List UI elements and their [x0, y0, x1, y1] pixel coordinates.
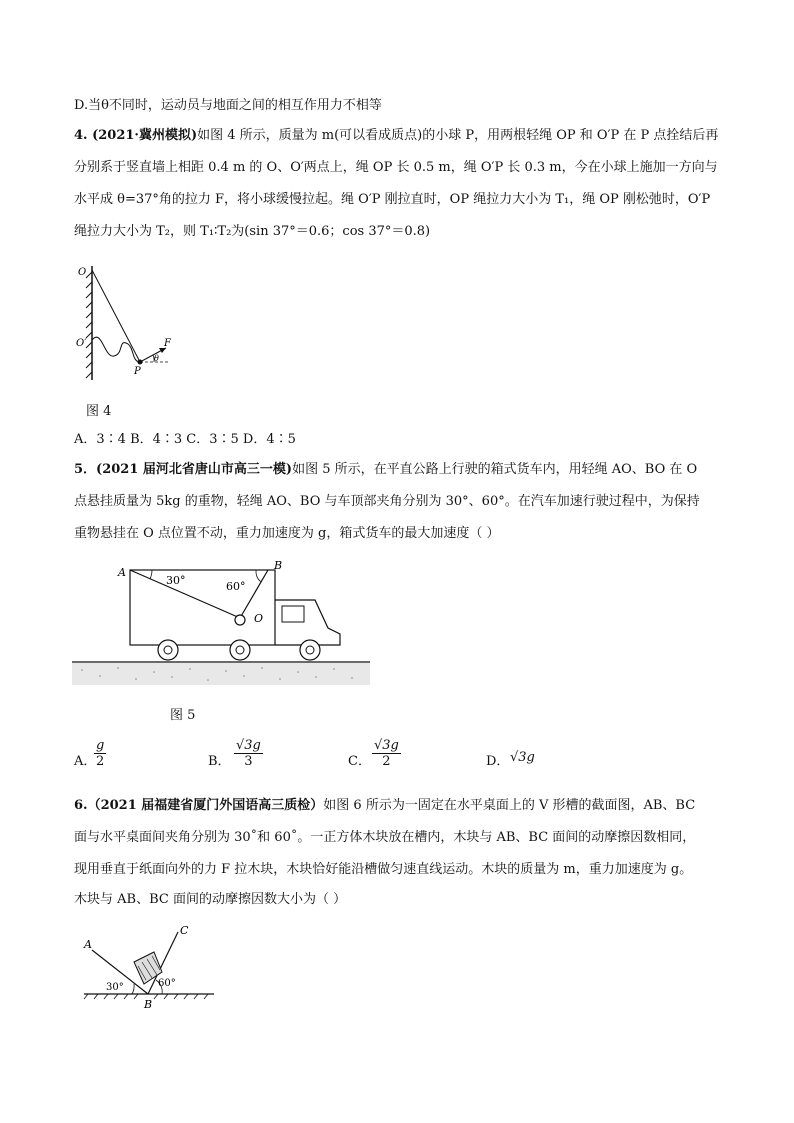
rope-op [92, 270, 140, 362]
q5-line-3: 重物悬挂在 O 点位置不动，重力加速度为 g，箱式货车的最大加速度（ ） [74, 526, 500, 541]
angle-arc-30 [132, 984, 134, 994]
q4-options: A．3∶4 B．4∶3 C．3∶5 D．4∶5 [74, 432, 296, 447]
q5-option-a-num: g [96, 738, 105, 753]
wheel-3 [300, 640, 320, 660]
cargo-box [130, 570, 275, 645]
figure-5-caption: 图 5 [170, 708, 196, 723]
label-b: B [144, 998, 153, 1011]
q4-line-4: 绳拉力大小为 T₂，则 T₁∶T₂为(sin 37°＝0.6；cos 37°＝0.8) [74, 224, 431, 239]
q5-text-1: 如图 5 所示，在平直公路上行驶的箱式货车内，用轻绳 AO、BO 在 O [292, 462, 698, 477]
q6-line-2: 面与水平桌面间夹角分别为 30˚和 60˚。一正方体木块放在槽内，木块与 AB、BC 面间的动摩擦因数相同， [74, 830, 696, 845]
q5-option-c-den: 2 [382, 754, 391, 769]
q5-option-c-letter: C． [348, 754, 371, 769]
label-o: O [254, 612, 264, 625]
angle-a-label: 30° [166, 574, 186, 587]
rope-bo [240, 570, 268, 618]
label-p: P [134, 366, 141, 377]
q4-line-2: 分别系于竖直墙上相距 0.4 m 的 O、O′两点上，绳 OP 长 0.5 m，绳 O′P 长 0.3 m，今在小球上施加一方向与 [74, 160, 718, 175]
wheel-1 [158, 640, 178, 660]
angle-right-label: 60° [158, 978, 176, 989]
label-a: A [84, 938, 92, 951]
wheel-2 [230, 640, 250, 660]
figure-6 [74, 922, 224, 1022]
q5-option-a-letter: A． [74, 754, 97, 769]
q4-line-1 [74, 126, 718, 146]
figure-5 [70, 558, 375, 693]
q6-line-1 [74, 796, 695, 816]
q5-source: 5．(2021 届河北省唐山市高三一模) [74, 462, 293, 477]
label-o: O [78, 267, 87, 278]
q4-source: 4. (2021·冀州模拟) [74, 128, 198, 143]
q4-text-1: 如图 4 所示，质量为 m(可以看成质点)的小球 P，用两根轻绳 OP 和 O′P 在 P 点拴结后再 [197, 128, 719, 143]
q6-line-3: 现用垂直于纸面向外的力 F 拉木块，木块恰好能沿槽做匀速直线运动。木块的质量为 m，重力加速度为 g。 [74, 862, 693, 877]
q5-option-b-letter: B． [208, 754, 231, 769]
q5-line-2: 点悬挂质量为 5kg 的重物，轻绳 AO、BO 与车顶部夹角分别为 30°、60°。在汽车加速行驶过程中，为保持 [74, 494, 700, 509]
label-a: A [118, 566, 126, 579]
angle-arc-b [256, 570, 261, 582]
label-b: B [274, 559, 283, 572]
q5-option-d-letter: D． [486, 754, 510, 769]
label-o-prime: O′ [76, 338, 87, 349]
q4-line-3: 水平成 θ=37°角的拉力 F，将小球缓慢拉起。绳 O′P 刚拉直时，OP 绳拉力大小为 T₁，绳 OP 刚松弛时，O′P [74, 192, 711, 207]
q5-line-1 [74, 460, 697, 480]
cab-window [282, 606, 304, 622]
weight-o [235, 615, 245, 625]
figure-4-caption: 图 4 [86, 404, 112, 419]
label-f: F [164, 338, 171, 349]
road-surface [72, 663, 370, 685]
q5-option-c-num: √3g [374, 738, 399, 753]
q5-option-b-num: √3g [236, 738, 261, 753]
q6-source: 6.（2021 届福建省厦门外国语高三质检） [74, 798, 324, 813]
figure-4 [74, 258, 184, 388]
rope-o-prime-p [92, 337, 140, 362]
angle-left-label: 30° [106, 982, 124, 993]
q6-text-1: 如图 6 所示为一固定在水平桌面上的 V 形槽的截面图，AB、BC [323, 798, 696, 813]
angle-b-label: 60° [226, 580, 246, 593]
q5-option-c-fraction [372, 738, 401, 769]
q6-line-4: 木块与 AB、BC 面间的动摩擦因数大小为（ ） [74, 892, 347, 907]
label-c: C [180, 924, 189, 937]
q5-option-a-den: 2 [96, 754, 105, 769]
q5-option-b-den: 3 [244, 754, 253, 769]
q5-option-d-value: √3g [510, 750, 535, 765]
angle-arc-a [150, 570, 152, 579]
q5-option-b-fraction [234, 738, 263, 769]
q3-option-d: D.当θ不同时，运动员与地面之间的相互作用力不相等 [74, 98, 382, 113]
wall-hatch [86, 272, 92, 378]
q5-option-a-fraction [94, 738, 106, 769]
label-theta: θ [154, 354, 159, 363]
